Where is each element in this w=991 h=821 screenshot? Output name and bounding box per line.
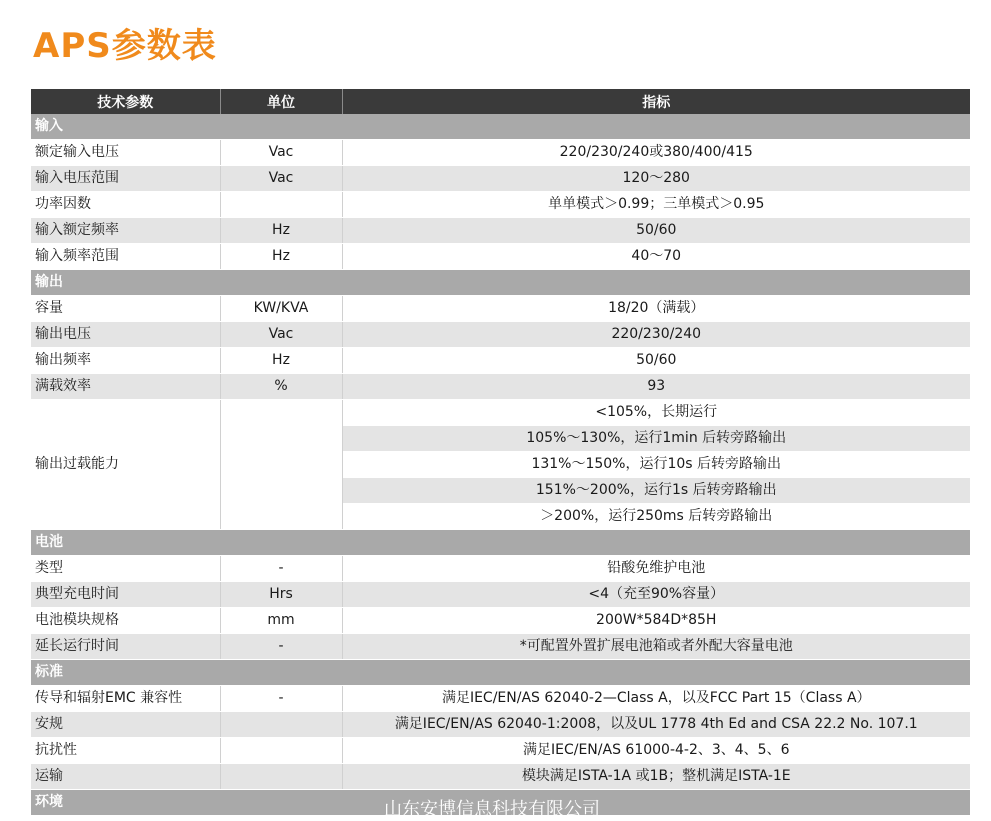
param-unit: % [220,374,342,400]
section-title: 输出 [31,270,970,296]
table-row [31,608,970,634]
param-value: 满足IEC/EN/AS 62040-1:2008，以及UL 1778 4th Ed and CSA 22.2 No. 107.1 [342,712,970,738]
param-name: 传导和辐射EMC 兼容性 [31,686,220,712]
section-row [31,790,970,816]
param-name: 输入电压范围 [31,166,220,192]
param-value: 满足IEC/EN/AS 61000-4-2、3、4、5、6 [342,738,970,764]
param-unit [220,400,342,530]
param-unit: Hz [220,244,342,270]
param-name: 功率因数 [31,192,220,218]
param-name: 抗扰性 [31,738,220,764]
table-row [31,738,970,764]
table-row [31,712,970,738]
param-value: 18/20（满载） [342,296,970,322]
param-unit: mm [220,608,342,634]
param-value: 40～70 [342,244,970,270]
param-value: 50/60 [342,218,970,244]
param-value: 220/230/240 [342,322,970,348]
table-row [31,140,970,166]
param-unit: Vac [220,140,342,166]
section-row [31,530,970,556]
header-unit: 单位 [220,89,342,114]
section-title: 环境 [31,790,970,816]
param-name: 安规 [31,712,220,738]
param-unit [220,764,342,790]
param-name: 电池模块规格 [31,608,220,634]
param-unit: KW/KVA [220,296,342,322]
param-value: 铅酸免维护电池 [342,556,970,582]
table-row [31,400,970,426]
param-unit: Vac [220,322,342,348]
param-value: 220/230/240或380/400/415 [342,140,970,166]
param-value: 满足IEC/EN/AS 62040-2—Class A，以及FCC Part 15（Class A） [342,686,970,712]
section-title: 标准 [31,660,970,686]
param-name: 延长运行时间 [31,634,220,660]
param-unit [220,712,342,738]
table-row [31,374,970,400]
param-value: 105%～130%，运行1min 后转旁路输出 [342,426,970,452]
spec-table [31,89,970,816]
param-name: 输出频率 [31,348,220,374]
param-name: 容量 [31,296,220,322]
table-row [31,556,970,582]
param-value: 93 [342,374,970,400]
table-row [31,244,970,270]
table-row [31,348,970,374]
table-header [31,89,970,114]
table-row [31,634,970,660]
param-value: 模块满足ISTA-1A 或1B；整机满足ISTA-1E [342,764,970,790]
header-param: 技术参数 [31,89,220,114]
table-row [31,582,970,608]
section-row [31,660,970,686]
page-title: APS参数表 [33,26,217,66]
param-value: 200W*584D*85H [342,608,970,634]
param-value: *可配置外置扩展电池箱或者外配大容量电池 [342,634,970,660]
table-row [31,218,970,244]
table-row [31,296,970,322]
param-name: 运输 [31,764,220,790]
param-name: 输出过载能力 [31,400,220,530]
param-value: 50/60 [342,348,970,374]
param-name: 输入额定频率 [31,218,220,244]
table-row [31,166,970,192]
table-row [31,322,970,348]
param-unit: Hz [220,348,342,374]
table-row [31,192,970,218]
table-row [31,764,970,790]
param-unit: Hrs [220,582,342,608]
param-name: 满载效率 [31,374,220,400]
param-unit: - [220,686,342,712]
param-unit: - [220,556,342,582]
param-value: <4（充至90%容量） [342,582,970,608]
watermark-text: 山东安博信息科技有限公司 [384,799,600,820]
table-row [31,686,970,712]
section-row [31,114,970,140]
section-row [31,270,970,296]
param-unit [220,738,342,764]
param-value: ＞200%，运行250ms 后转旁路输出 [342,504,970,530]
param-value: 131%～150%，运行10s 后转旁路输出 [342,452,970,478]
section-title: 输入 [31,114,970,140]
section-title: 电池 [31,530,970,556]
param-name: 输出电压 [31,322,220,348]
param-unit: Hz [220,218,342,244]
param-name: 额定输入电压 [31,140,220,166]
param-value: 单单模式＞0.99；三单模式＞0.95 [342,192,970,218]
param-name: 输入频率范围 [31,244,220,270]
param-value: 120～280 [342,166,970,192]
param-value: <105%，长期运行 [342,400,970,426]
param-unit [220,192,342,218]
param-unit: Vac [220,166,342,192]
param-name: 典型充电时间 [31,582,220,608]
header-value: 指标 [342,89,970,114]
param-name: 类型 [31,556,220,582]
param-unit: - [220,634,342,660]
param-value: 151%～200%，运行1s 后转旁路输出 [342,478,970,504]
